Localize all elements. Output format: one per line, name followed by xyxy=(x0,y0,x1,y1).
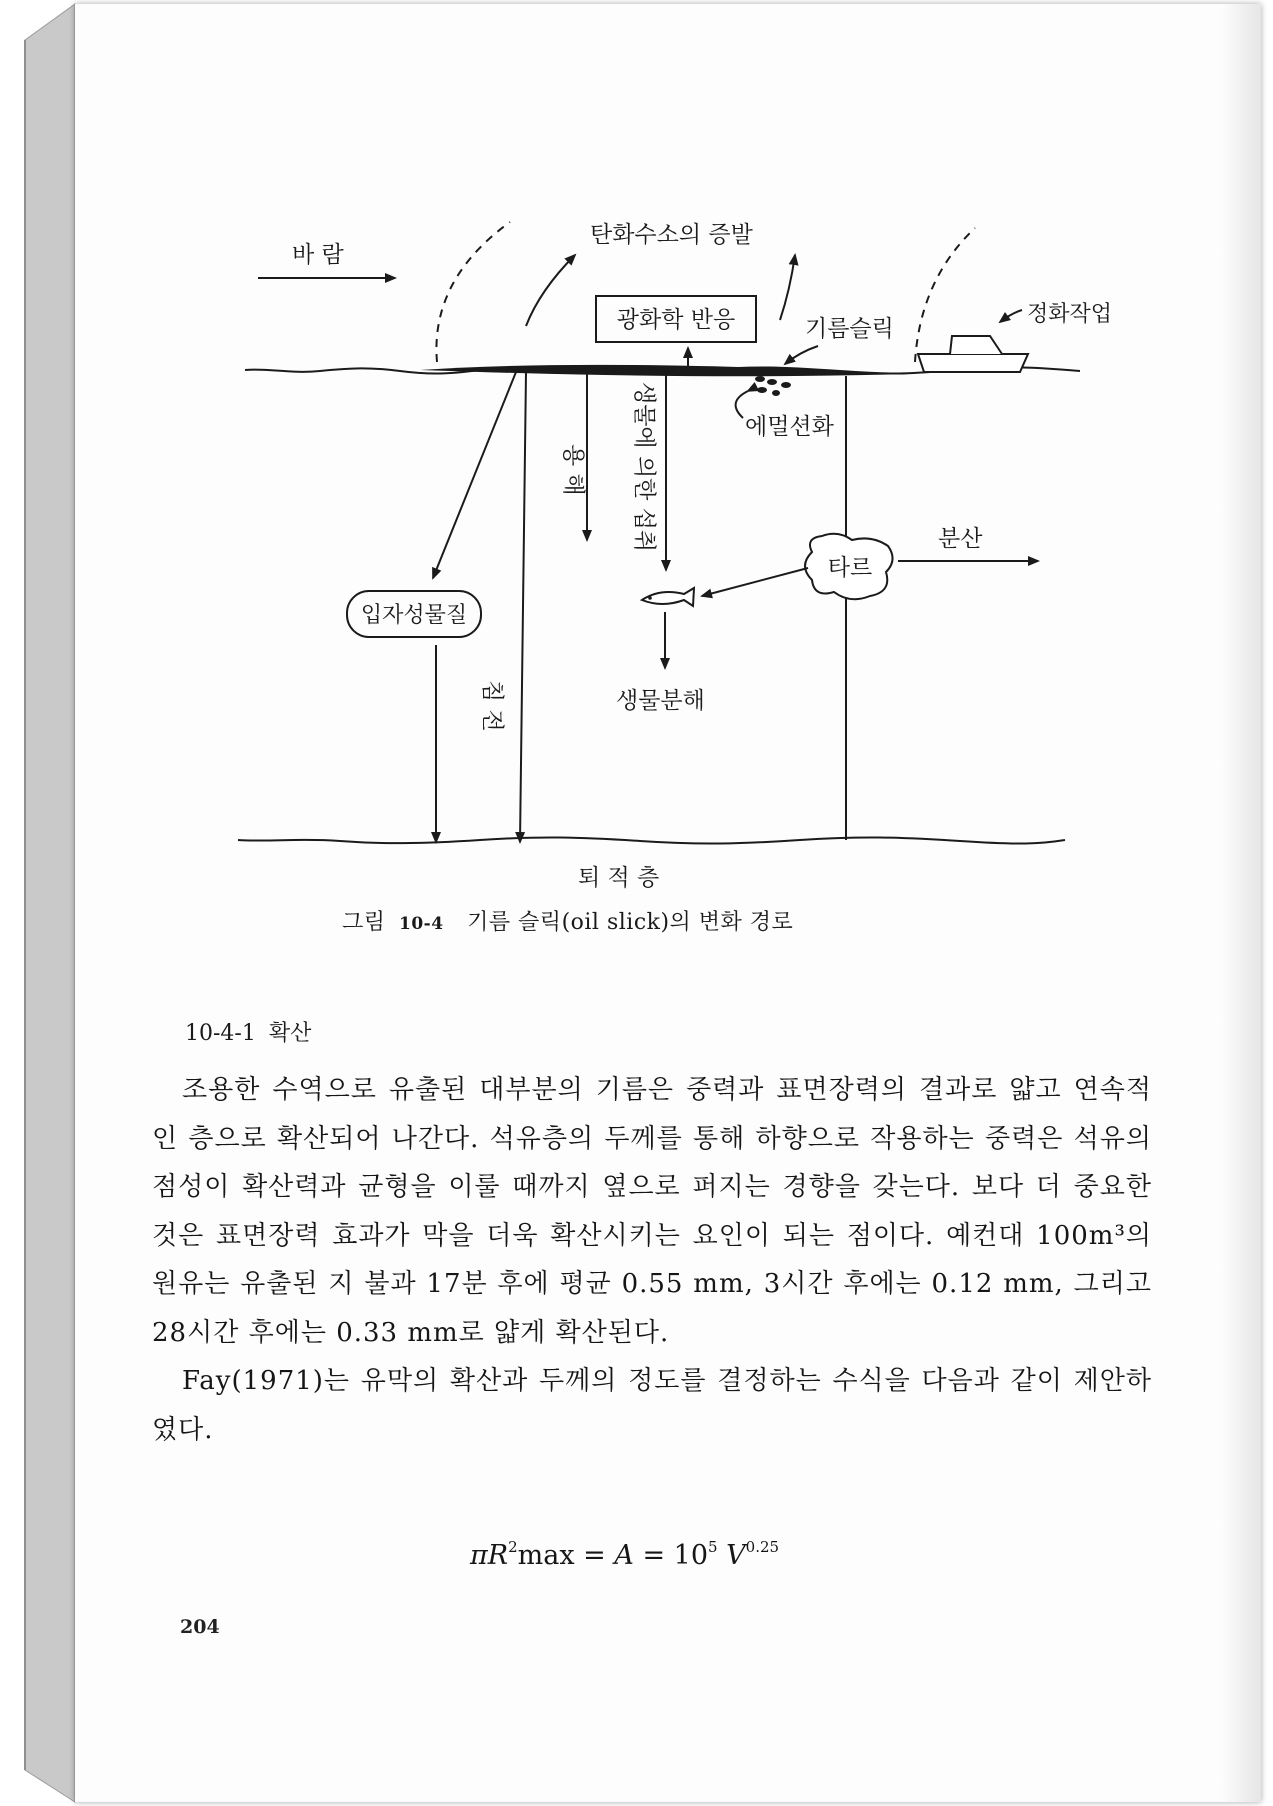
eq-ten: = 10 xyxy=(633,1540,709,1571)
emulsification-label: 에멀션화 xyxy=(745,414,834,440)
svg-text:침 전: 침 전 xyxy=(479,680,505,732)
fish-icon xyxy=(642,588,694,606)
body-text xyxy=(152,1066,1152,1454)
paragraph: 조용한 수역으로 유출된 대부분의 기름은 중력과 표면장력의 결과로 얇고 연속적인 층으로 확산되어 나간다. 석유층의 두께를 통해 하향으로 작용하는 중력은 석유의 점성이 확산력과 균형을 이룰 때까지 옆으로 퍼지는 경향을 갖는다. 보다 더 중요한 것은 표면장력 효과가 막을 더욱 확산시키는 요인이 되는 점이다. 예컨대 100m³의 원유는 유출된 지 불과 17분 후에 평균 0.55 mm, 3시간 후에는 0.12 mm, 그리고 28시간 후에는 0.33 mm로 얇게 확산된다. xyxy=(152,1075,1152,1348)
page-number: 204 xyxy=(180,1616,220,1638)
sedimentation-arrow xyxy=(520,372,526,842)
evaporation-arrow-right xyxy=(780,255,795,320)
eq-v: V xyxy=(726,1540,746,1571)
svg-text:용 해: 용 해 xyxy=(560,444,586,496)
section-title: 확산 xyxy=(268,1021,312,1046)
section-heading xyxy=(185,1016,311,1047)
boat-hull xyxy=(918,354,1028,372)
eq-r-exponent: 2 xyxy=(508,1538,518,1556)
eq-equals-1: = xyxy=(574,1540,615,1571)
sediment-layer-label: 퇴 적 층 xyxy=(578,865,660,891)
particulate-arrow xyxy=(433,372,516,578)
dispersion-label: 분산 xyxy=(938,526,983,552)
cleanup-pointer xyxy=(1000,310,1022,322)
eq-r: R xyxy=(487,1540,509,1571)
evaporation-label: 탄화수소의 증발 xyxy=(590,222,753,248)
dashed-boundary-left xyxy=(436,222,510,362)
eq-max: max xyxy=(517,1540,575,1571)
cleanup-label: 정화작업 xyxy=(1027,302,1113,327)
tar-label: 타르 xyxy=(827,555,873,581)
eq-pi: π xyxy=(470,1540,488,1571)
particulate-label: 입자성물질 xyxy=(360,603,468,628)
figure-caption xyxy=(342,905,793,936)
caption-prefix: 그림 xyxy=(342,910,386,935)
caption-number: 10-4 xyxy=(399,914,444,934)
evaporation-arrow-left xyxy=(526,255,575,326)
emulsion-droplets xyxy=(755,376,791,396)
fay-equation xyxy=(470,1538,779,1571)
eq-a: A xyxy=(614,1540,634,1571)
oil-slick-pointer xyxy=(785,346,818,364)
eq-v-exponent: 0.25 xyxy=(745,1538,780,1556)
eq-ten-exponent: 5 xyxy=(708,1538,718,1556)
sedimentation-label xyxy=(479,680,505,732)
oil-slick-label: 기름슬릭 xyxy=(805,316,894,342)
bio-uptake-label xyxy=(631,382,657,552)
dissolution-label xyxy=(560,444,586,496)
seabed-line xyxy=(238,837,1065,843)
tar-to-fish-arrow xyxy=(702,568,808,596)
biodegradation-label: 생물분해 xyxy=(616,688,705,714)
photochemical-label: 광화학 반응 xyxy=(616,307,736,333)
caption-text: 기름 슬릭(oil slick)의 변화 경로 xyxy=(467,910,794,935)
svg-text:생물에 의한 섭취: 생물에 의한 섭취 xyxy=(631,382,657,553)
oil-slick-diagram xyxy=(0,0,1273,900)
section-number: 10-4-1 xyxy=(185,1021,256,1046)
paragraph: Fay(1971)는 유막의 확산과 두께의 정도를 결정하는 수식을 다음과 같이 제안하였다. xyxy=(152,1366,1152,1445)
wind-label: 바 람 xyxy=(292,242,344,268)
boat-cabin xyxy=(950,336,1002,354)
